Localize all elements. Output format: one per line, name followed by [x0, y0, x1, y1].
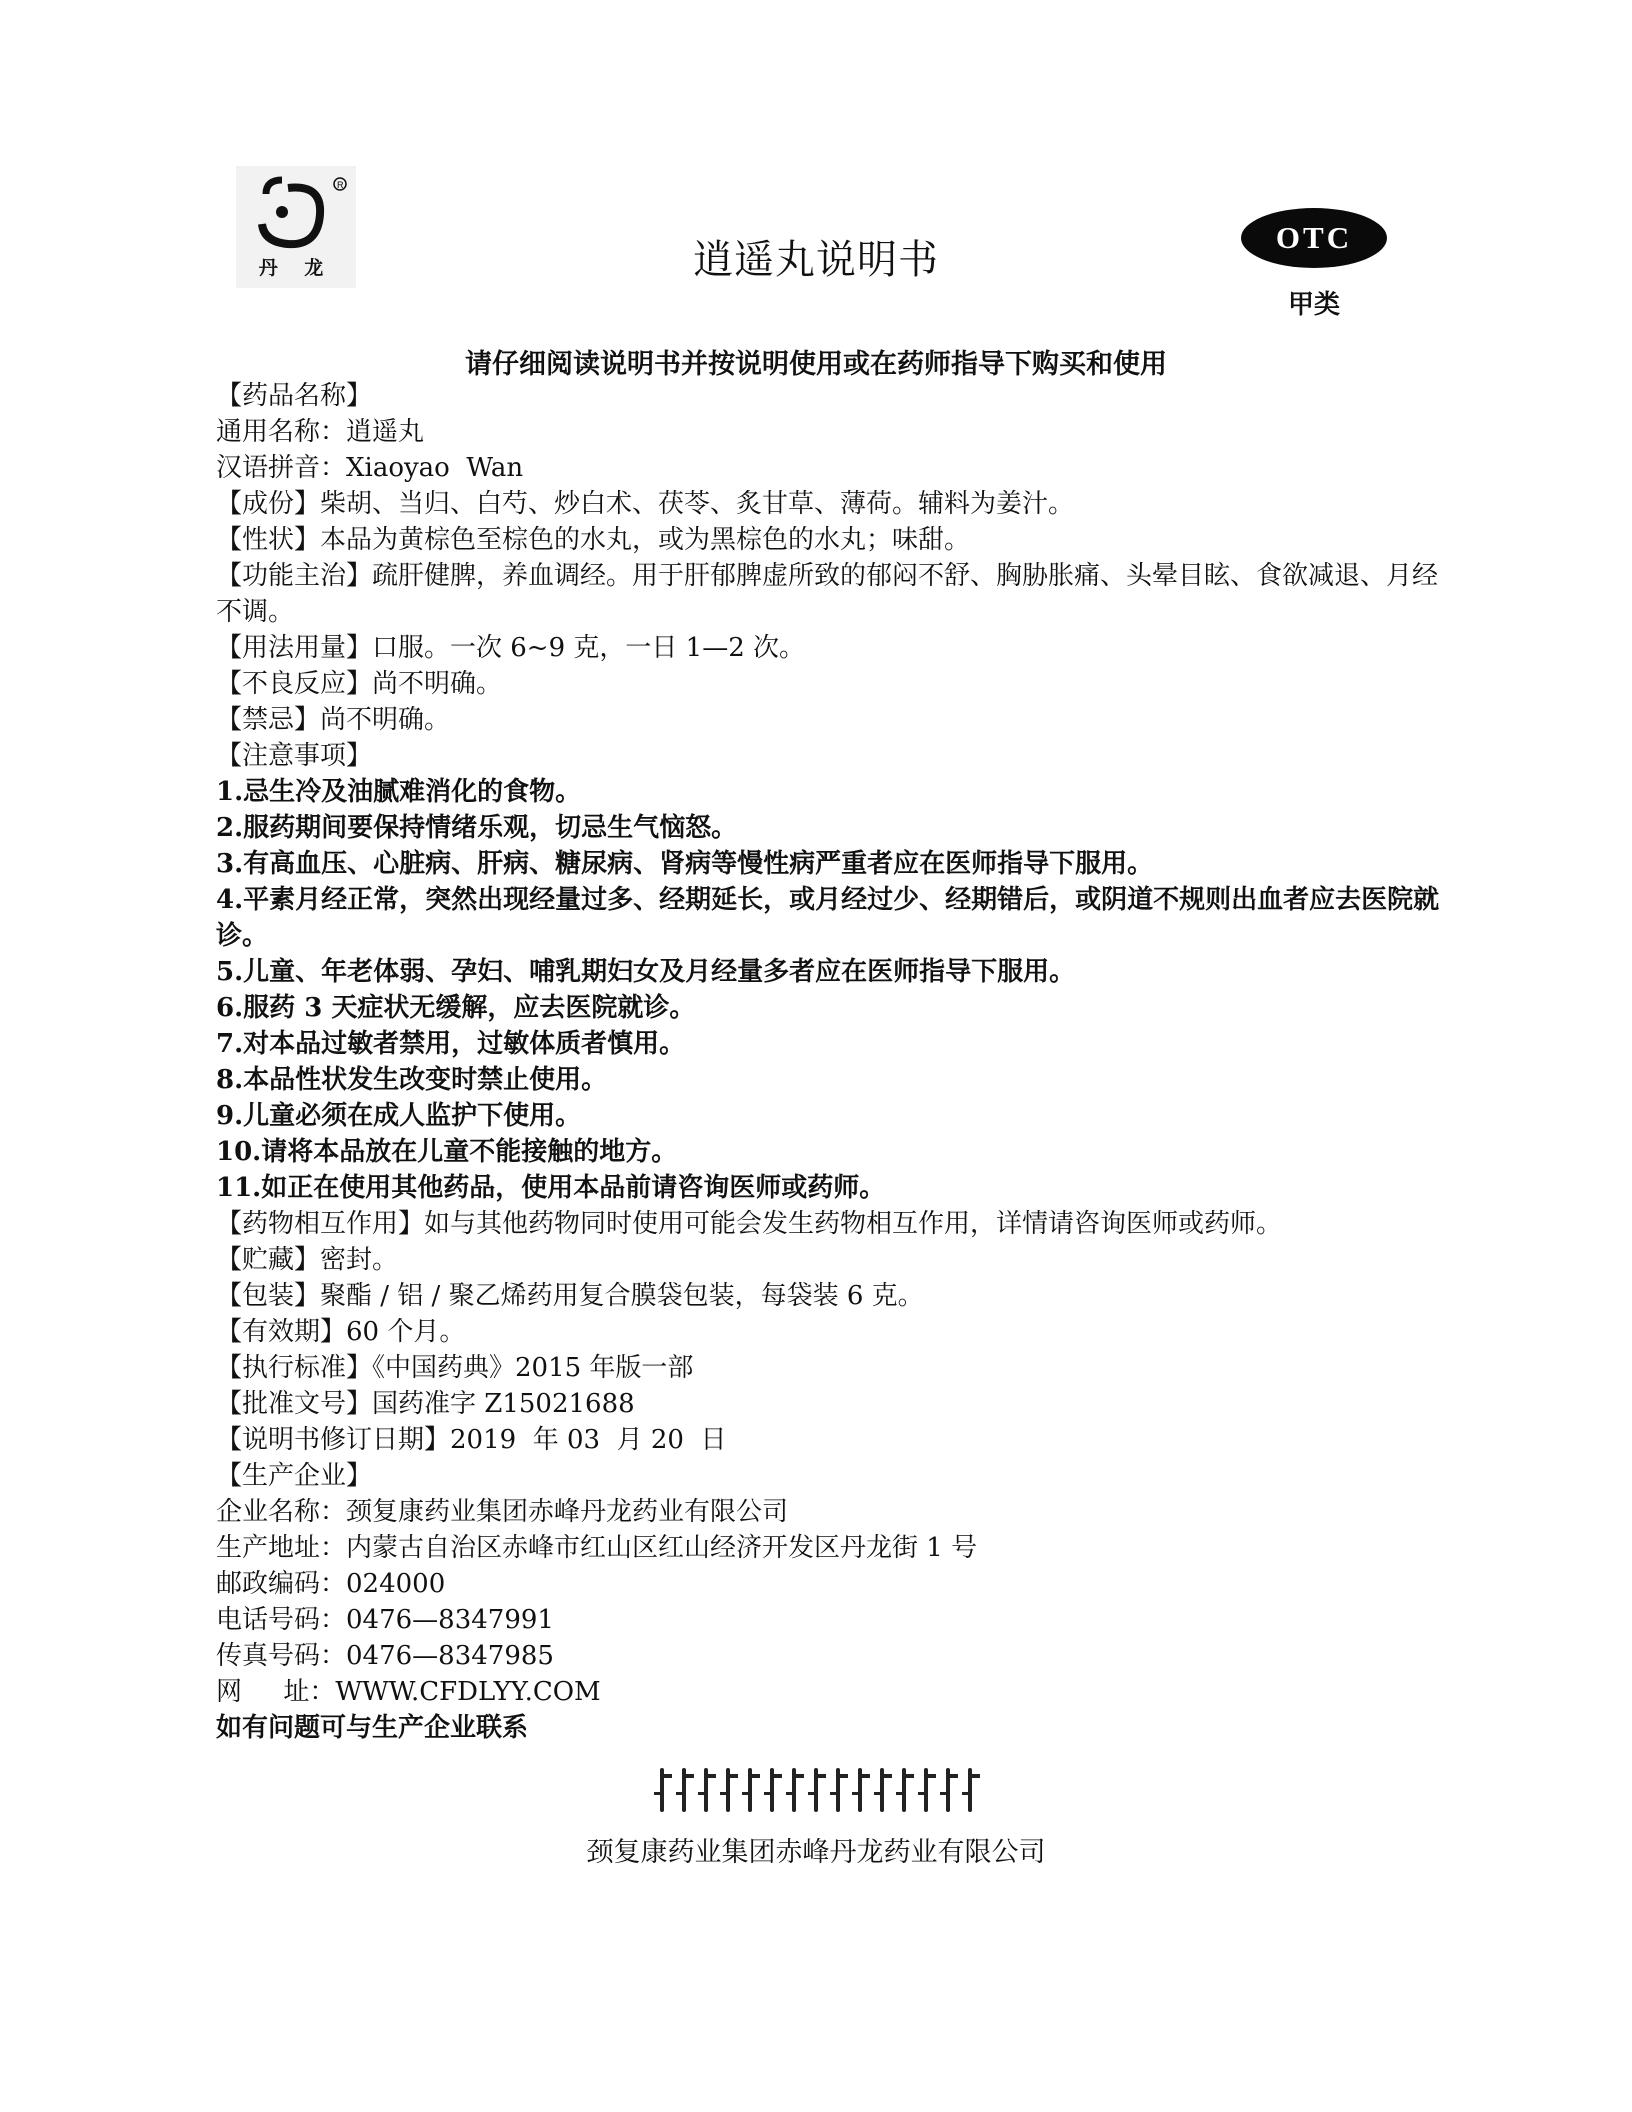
footer-company: 颈复康药业集团赤峰丹龙药业有限公司 — [586, 1837, 1046, 1868]
leaflet-line: 【批准文号】国药准字 Z15021688 — [216, 1389, 635, 1419]
leaflet-line: 11.如正在使用其他药品，使用本品前请咨询医师或药师。 — [216, 1173, 886, 1203]
leaflet-line: 【用法用量】口服。一次 6~9 克，一日 1—2 次。 — [216, 633, 806, 663]
leaflet-line: 【性状】本品为黄棕色至棕色的水丸，或为黑棕色的水丸；味甜。 — [216, 525, 971, 555]
leaflet-line: 7.对本品过敏者禁用，过敏体质者慎用。 — [216, 1029, 686, 1059]
page-title: 逍遥丸说明书 — [693, 237, 939, 283]
leaflet-line: 9.儿童必须在成人监护下使用。 — [216, 1101, 582, 1131]
leaflet-line: 【注意事项】 — [216, 741, 373, 771]
leaflet-line: 【有效期】60 个月。 — [216, 1317, 466, 1347]
leaflet-line: 3.有高血压、心脏病、肝病、糖尿病、肾病等慢性病严重者应在医师指导下服用。 — [216, 849, 1154, 879]
otc-badge: OTC — [1241, 208, 1387, 268]
leaflet-line: 生产地址：内蒙古自治区赤峰市红山区红山经济开发区丹龙街 1 号 — [216, 1533, 978, 1563]
leaflet-line: 1.忌生冷及油腻难消化的食物。 — [216, 777, 582, 807]
leaflet-line: 传真号码：0476—8347985 — [216, 1641, 554, 1671]
leaflet-line: 2.服药期间要保持情绪乐观，切忌生气恼怒。 — [216, 813, 738, 843]
leaflet-line: 【贮藏】密封。 — [216, 1245, 399, 1275]
leaflet-line: 汉语拼音：Xiaoyao Wan — [216, 453, 524, 483]
svg-text:R: R — [337, 180, 344, 190]
leaflet-line: 【药物相互作用】如与其他药物同时使用可能会发生药物相互作用，详情请咨询医师或药师。 — [216, 1209, 1283, 1239]
leaflet-line: 5.儿童、年老体弱、孕妇、哺乳期妇女及月经量多者应在医师指导下服用。 — [216, 957, 1076, 987]
leaflet-line: 网 址：WWW.CFDLYY.COM — [216, 1677, 601, 1707]
mongolian-company-name — [0, 1768, 1632, 1824]
leaflet-line: 10.请将本品放在儿童不能接触的地方。 — [216, 1137, 678, 1167]
leaflet-line: 【执行标准】《中国药典》2015 年版一部 — [216, 1353, 694, 1383]
leaflet-line: 如有问题可与生产企业联系 — [216, 1713, 529, 1743]
leaflet-line: 6.服药 3 天症状无缓解，应去医院就诊。 — [216, 993, 696, 1023]
leaflet-content — [216, 378, 1452, 1746]
leaflet-line: 【生产企业】 — [216, 1461, 373, 1491]
leaflet-line: 【药品名称】 — [216, 381, 373, 411]
leaflet-line: 邮政编码：024000 — [216, 1569, 446, 1599]
usage-notice: 请仔细阅读说明书并按说明使用或在药师指导下购买和使用 — [465, 349, 1167, 380]
leaflet-line: 【功能主治】疏肝健脾，养血调经。用于肝郁脾虚所致的郁闷不舒、胸胁胀痛、头晕目眩、食欲减退、月经不调。 — [216, 561, 1439, 627]
leaflet-line: 【成份】柴胡、当归、白芍、炒白术、茯苓、炙甘草、薄荷。辅料为姜汁。 — [216, 489, 1075, 519]
leaflet-line: 通用名称：逍遥丸 — [216, 417, 425, 447]
leaflet-line: 【说明书修订日期】2019 年 03 月 20 日 — [216, 1425, 727, 1455]
leaflet-line: 电话号码：0476—8347991 — [216, 1605, 554, 1635]
leaflet-line: 8.本品性状发生改变时禁止使用。 — [216, 1065, 608, 1095]
leaflet-line: 【包装】聚酯 / 铝 / 聚乙烯药用复合膜袋包装，每袋装 6 克。 — [216, 1281, 924, 1311]
otc-category: 甲类 — [1287, 290, 1340, 320]
leaflet-line: 【禁忌】尚不明确。 — [216, 705, 451, 735]
leaflet-line: 4.平素月经正常，突然出现经量过多、经期延长，或月经过少、经期错后，或阴道不规则出血者应去医院就诊。 — [216, 885, 1440, 951]
leaflet-line: 【不良反应】尚不明确。 — [216, 669, 503, 699]
leaflet-line: 企业名称：颈复康药业集团赤峰丹龙药业有限公司 — [216, 1497, 789, 1527]
logo-text: 丹 龙 — [258, 257, 334, 279]
